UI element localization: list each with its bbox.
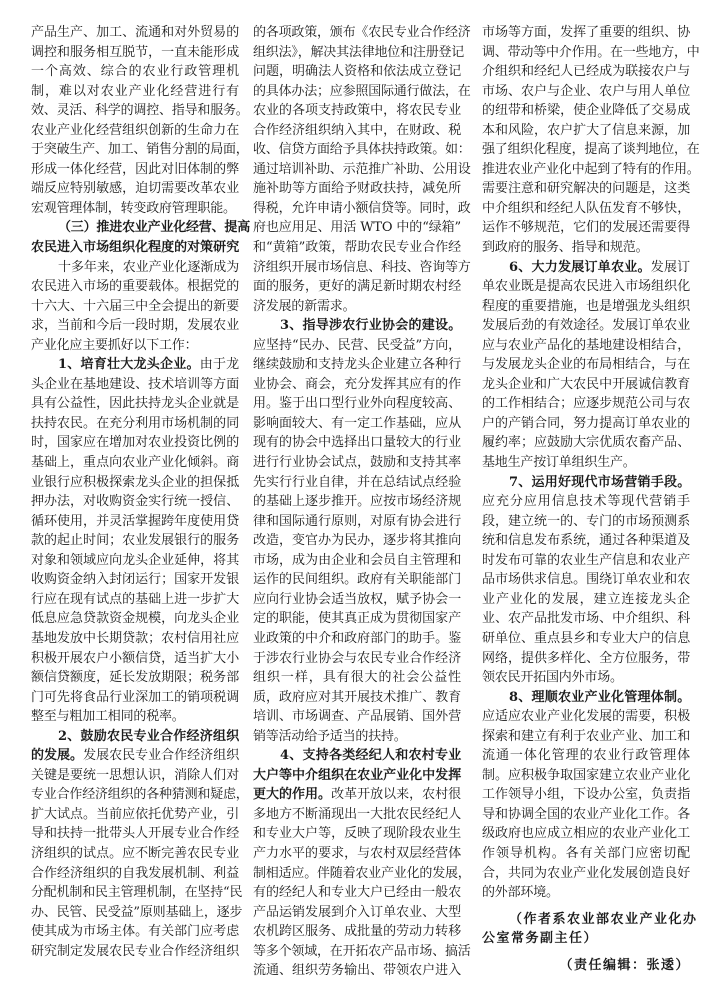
text-line	[31, 688, 239, 708]
text-line	[31, 277, 239, 297]
text-line	[482, 258, 690, 278]
text-line	[482, 824, 690, 844]
bold-text: 6、大力发展订单农业。	[509, 259, 651, 275]
text-line	[31, 199, 239, 219]
text-line	[253, 805, 461, 825]
text-line	[482, 668, 690, 688]
body-text: 与发展龙头企业的布局相结合，与在	[482, 357, 690, 373]
body-text: 先实行行业自律，并在总结试点经验	[253, 474, 461, 490]
bold-text: 2、鼓励农民专业合作经济组织	[58, 728, 239, 744]
body-text: 多地方不断涌现出一大批农民经纪人	[253, 806, 461, 822]
body-text: 业、农产品批发市场、中介组织、科	[482, 611, 690, 627]
text-line	[482, 453, 690, 473]
bold-text: （三）推进农业产业化经营、提高	[58, 220, 251, 236]
body-text: 的纽带和桥梁，使企业降低了交易成	[482, 103, 690, 119]
text-line	[482, 785, 690, 805]
body-text: 律和国际通行原则，对原有协会进行	[253, 513, 461, 529]
body-text: 时发布可靠的农业生产信息和农业产	[482, 552, 690, 568]
body-text: 制相适应。伴随着农业产业化的发展，	[253, 865, 471, 881]
text-line	[482, 910, 698, 930]
body-text: 使其成为市场主体。有关部门应考虑	[31, 924, 239, 940]
text-line	[482, 23, 690, 43]
body-text: 定的职能，使其真正成为贯彻国家产	[253, 611, 461, 627]
body-text: 合作经济组织的自我发展机制、利益	[31, 865, 239, 881]
body-text: 导和扶持一批带头人开展专业合作经	[31, 826, 239, 842]
body-text: 作领导机构。各有关部门应密切配	[482, 845, 690, 861]
text-line	[31, 218, 251, 238]
body-text: 品市场供求信息。围绕订单农业和农	[482, 572, 690, 588]
bold-text: 公室常务副主任）	[482, 931, 599, 947]
body-text: 运作的民间组织。政府有关职能部门	[253, 572, 461, 588]
text-line	[253, 336, 461, 356]
text-line	[253, 512, 461, 532]
text-line	[253, 629, 461, 649]
text-line	[253, 433, 461, 453]
bold-text: 的发展。	[31, 748, 84, 764]
body-text: 制，难以对农业产业化经营进行有	[31, 83, 239, 99]
text-line	[31, 805, 239, 825]
text-line	[31, 453, 239, 473]
body-text: 产品生产、加工、流通和对外贸易的	[31, 25, 239, 40]
text-line	[31, 355, 239, 375]
body-text: 面的服务，更好的满足新时期农村经	[253, 279, 461, 295]
body-text: 业产业化的发展，建立连接龙头企	[482, 591, 690, 607]
body-text: 改革开放以来，农村很	[331, 787, 461, 803]
text-line	[31, 531, 239, 551]
body-text: 基地发放中长期贷款；农村信用社应	[31, 630, 239, 646]
body-text: 组织法》，解决其法律地位和注册登记	[253, 44, 465, 60]
text-line	[482, 883, 690, 903]
text-line	[253, 375, 461, 395]
body-text: 质，政府应对其开展技术推广、教育	[253, 689, 461, 705]
text-line	[253, 707, 461, 727]
text-line	[253, 355, 461, 375]
text-line	[31, 512, 239, 532]
body-text: 循环使用，并灵活掌握跨年度使用贷	[31, 513, 239, 529]
text-line	[482, 727, 690, 747]
bold-text: 更大的作用。	[253, 787, 332, 803]
body-text: 组织一样，具有很大的社会公益性	[253, 670, 461, 686]
body-text: 得税，允许申请小额信贷等。同时，政	[253, 200, 471, 216]
text-line	[253, 531, 461, 551]
text-line	[253, 942, 471, 962]
body-text: 龙头企业和广大农民中开展诚信教育	[482, 376, 690, 392]
text-line	[31, 942, 239, 962]
text-line	[253, 43, 465, 63]
text-line	[482, 766, 690, 786]
body-text: 基础上，重点向农业产业化倾斜。商	[31, 455, 239, 471]
body-text: 进行行业协会试点，鼓励和支持其率	[253, 455, 461, 471]
text-line	[482, 688, 690, 708]
text-line	[31, 82, 239, 102]
text-line	[482, 355, 690, 375]
text-line	[31, 101, 249, 121]
text-line	[482, 43, 700, 63]
body-text: 的工作相结合；应逐步规范公司与农	[482, 396, 690, 412]
text-line	[482, 433, 690, 453]
bold-text: 农民进入市场组织化程度的对策研究	[31, 240, 239, 256]
text-line	[482, 218, 690, 238]
body-text: 办、民管、民受益”原则基础上，逐步	[31, 904, 243, 920]
body-text: 农民进入市场的重要载体。根据党的	[31, 279, 239, 295]
bold-text: （作者系农业部农业产业化办	[509, 911, 698, 927]
text-line	[253, 258, 471, 278]
body-text: 业政策的中介和政府部门的助手。鉴	[253, 630, 461, 646]
body-text: 和专业大户等，反映了现阶段农业生	[253, 826, 461, 842]
text-line	[253, 394, 461, 414]
body-text: 求，当前和今后一段时期，发展农业	[31, 318, 239, 334]
text-line	[253, 101, 461, 121]
body-text: 合，共同为农业产业化发展创造良好	[482, 865, 690, 881]
body-text: 关键是要统一思想认识，消除人们对	[31, 767, 239, 783]
text-line	[253, 961, 461, 981]
text-line	[253, 668, 461, 688]
text-line	[482, 375, 690, 395]
text-line	[253, 62, 461, 82]
text-line	[253, 766, 461, 786]
text-line	[253, 903, 461, 923]
bold-text: 1、培育壮大龙头企业。	[58, 357, 200, 373]
body-text: 于涉农行业协会与农民专业合作经济	[253, 650, 461, 666]
body-text: 低息应急贷款资金规模，向龙头企业	[31, 611, 239, 627]
body-text: 时，国家应在增加对农业投资比例的	[31, 435, 239, 451]
body-text: 分配机制和民主管理机制，在坚持“民	[31, 885, 243, 901]
text-line	[253, 864, 471, 884]
text-line	[482, 551, 690, 571]
text-line	[31, 766, 239, 786]
body-text: 收、信贷方面给予具体扶持政策。如：	[253, 142, 471, 158]
text-line	[31, 414, 239, 434]
text-line	[253, 316, 461, 336]
body-text: 额信贷额度，延长发放期限；税务部	[31, 670, 239, 686]
article-column-2	[253, 23, 471, 981]
body-text: 行应在现有试点的基础上进一步扩大	[31, 591, 239, 607]
body-text: 施补助等方面给予财政扶持，减免所	[253, 181, 461, 197]
text-line	[31, 649, 239, 669]
text-line	[253, 121, 461, 141]
text-line	[31, 883, 243, 903]
body-text: 府也应用足、用活 WTO 中的“绿箱”	[253, 220, 461, 236]
body-text: 于突破生产、加工、销售分割的局面，	[31, 142, 249, 158]
body-text: 农业产业化经营组织创新的生命力在	[31, 122, 239, 138]
text-line	[31, 785, 249, 805]
text-line	[253, 82, 471, 102]
text-line	[31, 160, 239, 180]
text-line	[31, 258, 239, 278]
body-text: 等多个领域，在开拓农产品市场、搞活	[253, 943, 471, 959]
article-column-1	[31, 23, 251, 961]
body-text: 问题，明确法人资格和依法成立登记	[253, 64, 461, 80]
text-line	[31, 433, 239, 453]
body-text: 段，建立统一的、专门的市场预测系	[482, 513, 690, 529]
body-text: 济发展的新需求。	[253, 298, 356, 314]
body-text: 基地生产按订单组织生产。	[482, 455, 636, 471]
body-text: 程度的重要措施，也是增强龙头组织	[482, 298, 690, 314]
text-line	[482, 844, 690, 864]
body-text: 市场，成为由企业和会员自主管理和	[253, 552, 461, 568]
body-text: 工作领导小组，下设办公室，负责指	[482, 787, 690, 803]
text-line	[482, 864, 690, 884]
bold-text: 8、理顺农业产业化管理体制。	[509, 689, 690, 705]
body-text: 领农民开拓国内外市场。	[482, 670, 623, 686]
body-text: 制。应积极争取国家建立农业产业化	[482, 767, 690, 783]
body-text: 现有的协会中选择出口量较大的行业	[253, 435, 461, 451]
bold-text: 7、运用好现代市场营销手段。	[509, 474, 690, 490]
text-line	[253, 883, 461, 903]
body-text: 本和风险，农户扩大了信息来源，加	[482, 122, 690, 138]
body-text: 运作不够规范，它们的发展还需要得	[482, 220, 690, 236]
text-line	[482, 629, 690, 649]
body-text: 十多年来，农业产业化逐渐成为	[58, 259, 239, 275]
text-line	[482, 956, 690, 976]
body-text: 改造，变官办为民办，逐步将其推向	[253, 533, 461, 549]
body-text: 研究制定发展农民专业合作经济组织	[31, 943, 239, 959]
text-line	[253, 473, 461, 493]
body-text: 市场、农户与企业、农户与用人单位	[482, 83, 690, 99]
text-line	[482, 609, 690, 629]
body-text: 调、带动等中介作用。在一些地方，中	[482, 44, 700, 60]
text-line	[253, 551, 461, 571]
text-line	[253, 922, 461, 942]
body-text: 销等活动给予适当的扶持。	[253, 728, 407, 744]
body-text: 具有公益性，因此扶持龙头企业就是	[31, 396, 239, 412]
body-text: 扶持农民。在充分利用市场机制的同	[31, 415, 239, 431]
text-line	[31, 903, 243, 923]
text-line	[482, 492, 690, 512]
body-text: 推进农业产业化中起到了特有的作用。	[482, 161, 700, 177]
body-text: 收购资金纳入封闭运行；国家开发银	[31, 572, 239, 588]
text-line	[253, 570, 461, 590]
body-text: 的外部环境。	[482, 885, 559, 901]
text-line	[253, 297, 461, 317]
text-line	[482, 590, 690, 610]
body-text: 导和协调全国的农业产业化工作。各	[482, 806, 690, 822]
text-line	[31, 473, 239, 493]
text-line	[253, 746, 461, 766]
text-line	[31, 140, 249, 160]
body-text: 门可先将食品行业深加工的销项税调	[31, 689, 239, 705]
text-line	[482, 101, 690, 121]
body-text: 探索和建立有利于农业产业、加工和	[482, 728, 690, 744]
text-line	[482, 179, 690, 199]
text-line	[482, 707, 690, 727]
body-text: 流通、组织劳务输出、带领农户进入	[253, 963, 461, 979]
text-line	[482, 570, 690, 590]
text-line	[482, 394, 690, 414]
body-text: 发展后劲的有效途径。发展订单农业	[482, 318, 690, 334]
text-line	[253, 844, 461, 864]
body-text: 头企业在基地建设、技术培训等方面	[31, 376, 239, 392]
body-text: 中介组织和经纪人队伍发育不够快，	[482, 200, 690, 216]
text-line	[31, 922, 239, 942]
body-text: 应适应农业产业化发展的需要，积极	[482, 709, 690, 725]
text-line	[482, 414, 690, 434]
text-line	[253, 140, 471, 160]
body-text: 用。鉴于出口型行业外向程度较高、	[253, 396, 461, 412]
body-text: 十六大、十六届三中全会提出的新要	[31, 298, 239, 314]
bold-text: （责任编辑：张逶）	[559, 957, 690, 973]
text-line	[31, 707, 239, 727]
body-text: 履约率；应鼓励大宗优质农畜产品、	[482, 435, 690, 451]
body-text: 的各项政策，颁布《农民专业合作经济	[253, 25, 471, 40]
bold-text: 4、支持各类经纪人和农村专业	[280, 748, 461, 764]
body-text: 应与农业产品化的基地建设相结合，	[482, 337, 690, 353]
text-line	[482, 746, 690, 766]
text-line	[31, 375, 239, 395]
body-text: 单农业既是提高农民进入市场组织化	[482, 279, 690, 295]
body-text: 形成一体化经营，因此对旧体制的弊	[31, 161, 239, 177]
body-text: 需要注意和研究解决的问题是，这类	[482, 181, 690, 197]
text-line	[253, 688, 461, 708]
text-line	[253, 824, 461, 844]
article-column-3	[482, 23, 700, 975]
text-line	[31, 609, 239, 629]
text-line	[482, 929, 690, 949]
text-line	[31, 590, 239, 610]
body-text: 押办法，对收购资金实行统一授信、	[31, 494, 239, 510]
text-line	[253, 23, 471, 43]
text-line	[31, 629, 239, 649]
body-text: 专业合作经济组织的各种猜测和疑虑，	[31, 787, 249, 803]
text-line	[31, 316, 239, 336]
body-text: 继续鼓励和支持龙头企业建立各种行	[253, 357, 461, 373]
body-text: 产力水平的要求，与农村双层经营体	[253, 845, 461, 861]
text-line	[253, 199, 471, 219]
body-text: 户的产销合同，努力提高订单农业的	[482, 415, 690, 431]
text-line	[253, 179, 461, 199]
text-line	[482, 649, 690, 669]
body-text: 网络，提供多样化、全方位服务，带	[482, 650, 690, 666]
text-line	[31, 297, 239, 317]
body-text: 研单位、重点县乡和专业大户的信息	[482, 630, 690, 646]
body-text: 影响面较大、有一定工作基础，应从	[253, 415, 461, 431]
body-text: 业协会、商会，充分发挥其应有的作	[253, 376, 461, 392]
body-text: 介组织和经纪人已经成为联接农户与	[482, 64, 690, 80]
body-text: 一个高效、综合的农业行政管理机	[31, 64, 239, 80]
body-text: 和“黄箱”政策，帮助农民专业合作经	[253, 240, 461, 256]
body-text: 统和信息发布系统，通过各种渠道及	[482, 533, 690, 549]
body-text: 的基础上逐步推开。应按市场经济规	[253, 494, 461, 510]
body-text: 农业的各项支持政策中，将农民专业	[253, 103, 461, 119]
text-line	[31, 492, 239, 512]
body-text: 培训、市场调查、产品展销、国外营	[253, 709, 461, 725]
text-line	[482, 316, 690, 336]
body-text: 市场等方面，发挥了重要的组织、协	[482, 25, 690, 40]
text-line	[253, 727, 461, 747]
body-text: 级政府也应成立相应的农业产业化工	[482, 826, 690, 842]
text-line	[253, 218, 461, 238]
text-line	[31, 844, 239, 864]
text-line	[31, 727, 239, 747]
text-line	[253, 609, 461, 629]
text-line	[31, 179, 239, 199]
text-line	[31, 62, 239, 82]
text-line	[31, 394, 239, 414]
body-text: 发展订	[650, 259, 690, 275]
body-text: 整至与粗加工相同的税率。	[31, 709, 185, 725]
body-text: 到政府的服务、指导和规范。	[482, 240, 649, 256]
bold-text: 大户等中介组织在农业产业化中发挥	[253, 767, 461, 783]
body-text: 应充分应用信息技术等现代营销手	[482, 494, 690, 510]
body-text: 调控和服务相互脱节，一直未能形成	[31, 44, 239, 60]
text-line	[482, 121, 690, 141]
body-text: 的具体办法；应参照国际通行做法，在	[253, 83, 471, 99]
text-line	[482, 62, 690, 82]
text-line	[253, 277, 461, 297]
text-line	[31, 23, 239, 43]
text-line	[253, 238, 461, 258]
body-text: 应坚持“民办、民营、民受益”方向，	[253, 337, 461, 353]
text-line	[31, 551, 239, 571]
text-line	[31, 824, 239, 844]
text-line	[253, 649, 461, 669]
body-text: 有的经纪人和专业大户已经由一般农	[253, 885, 461, 901]
body-text: 发展农民专业合作经济组织	[83, 748, 240, 764]
text-line	[482, 805, 690, 825]
text-line	[253, 785, 461, 805]
body-text: 通过培训补助、示范推广补助、公用设	[253, 161, 471, 177]
body-text: 产品运销发展到介入订单农业、大型	[253, 904, 461, 920]
text-line	[253, 492, 461, 512]
text-line	[482, 140, 700, 160]
text-line	[31, 668, 239, 688]
body-text: 济组织开展市场信息、科技、咨询等方	[253, 259, 471, 275]
body-text: 业银行应积极探索龙头企业的担保抵	[31, 474, 239, 490]
text-line	[482, 336, 690, 356]
body-text: 由于龙	[199, 357, 239, 373]
text-line	[253, 453, 461, 473]
text-line	[253, 414, 461, 434]
body-text: 积极开展农户小额信贷，适当扩大小	[31, 650, 239, 666]
text-line	[482, 238, 690, 258]
body-text: 农机跨区服务、成批量的劳动力转移	[253, 924, 461, 940]
body-text: 对象和领域应向龙头企业延伸，将其	[31, 552, 239, 568]
body-text: 效、灵活、科学的调控、指导和服务。	[31, 103, 249, 119]
text-line	[482, 199, 690, 219]
body-text: 端反应特别敏感，迫切需要改革农业	[31, 181, 239, 197]
text-line	[482, 512, 690, 532]
body-text: 产业化应主要抓好以下工作：	[31, 337, 198, 353]
text-line	[482, 82, 690, 102]
bold-text: 3、指导涉农行业协会的建设。	[280, 318, 461, 334]
text-line	[253, 160, 471, 180]
text-line	[31, 238, 239, 258]
body-text: 款的起止时间；农业发展银行的服务	[31, 533, 239, 549]
body-text: 济组织的试点。应不断完善农民专业	[31, 845, 239, 861]
body-text: 流通一体化管理的农业行政管理体	[482, 748, 690, 764]
text-line	[31, 336, 239, 356]
text-line	[482, 277, 690, 297]
text-line	[482, 473, 690, 493]
body-text: 强了组织化程度，提高了谈判地位，在	[482, 142, 700, 158]
text-line	[31, 746, 239, 766]
text-line	[482, 160, 700, 180]
body-text: 合作经济组织纳入其中，在财政、税	[253, 122, 461, 138]
text-line	[31, 570, 239, 590]
text-line	[253, 590, 461, 610]
text-line	[31, 864, 239, 884]
text-line	[31, 121, 239, 141]
text-line	[482, 297, 690, 317]
body-text: 应向行业协会适当放权，赋予协会一	[253, 591, 461, 607]
body-text: 扩大试点。当前应依托优势产业，引	[31, 806, 239, 822]
body-text: 宏观管理体制，转变政府管理职能。	[31, 200, 236, 216]
text-line	[31, 43, 239, 63]
text-line	[482, 531, 690, 551]
